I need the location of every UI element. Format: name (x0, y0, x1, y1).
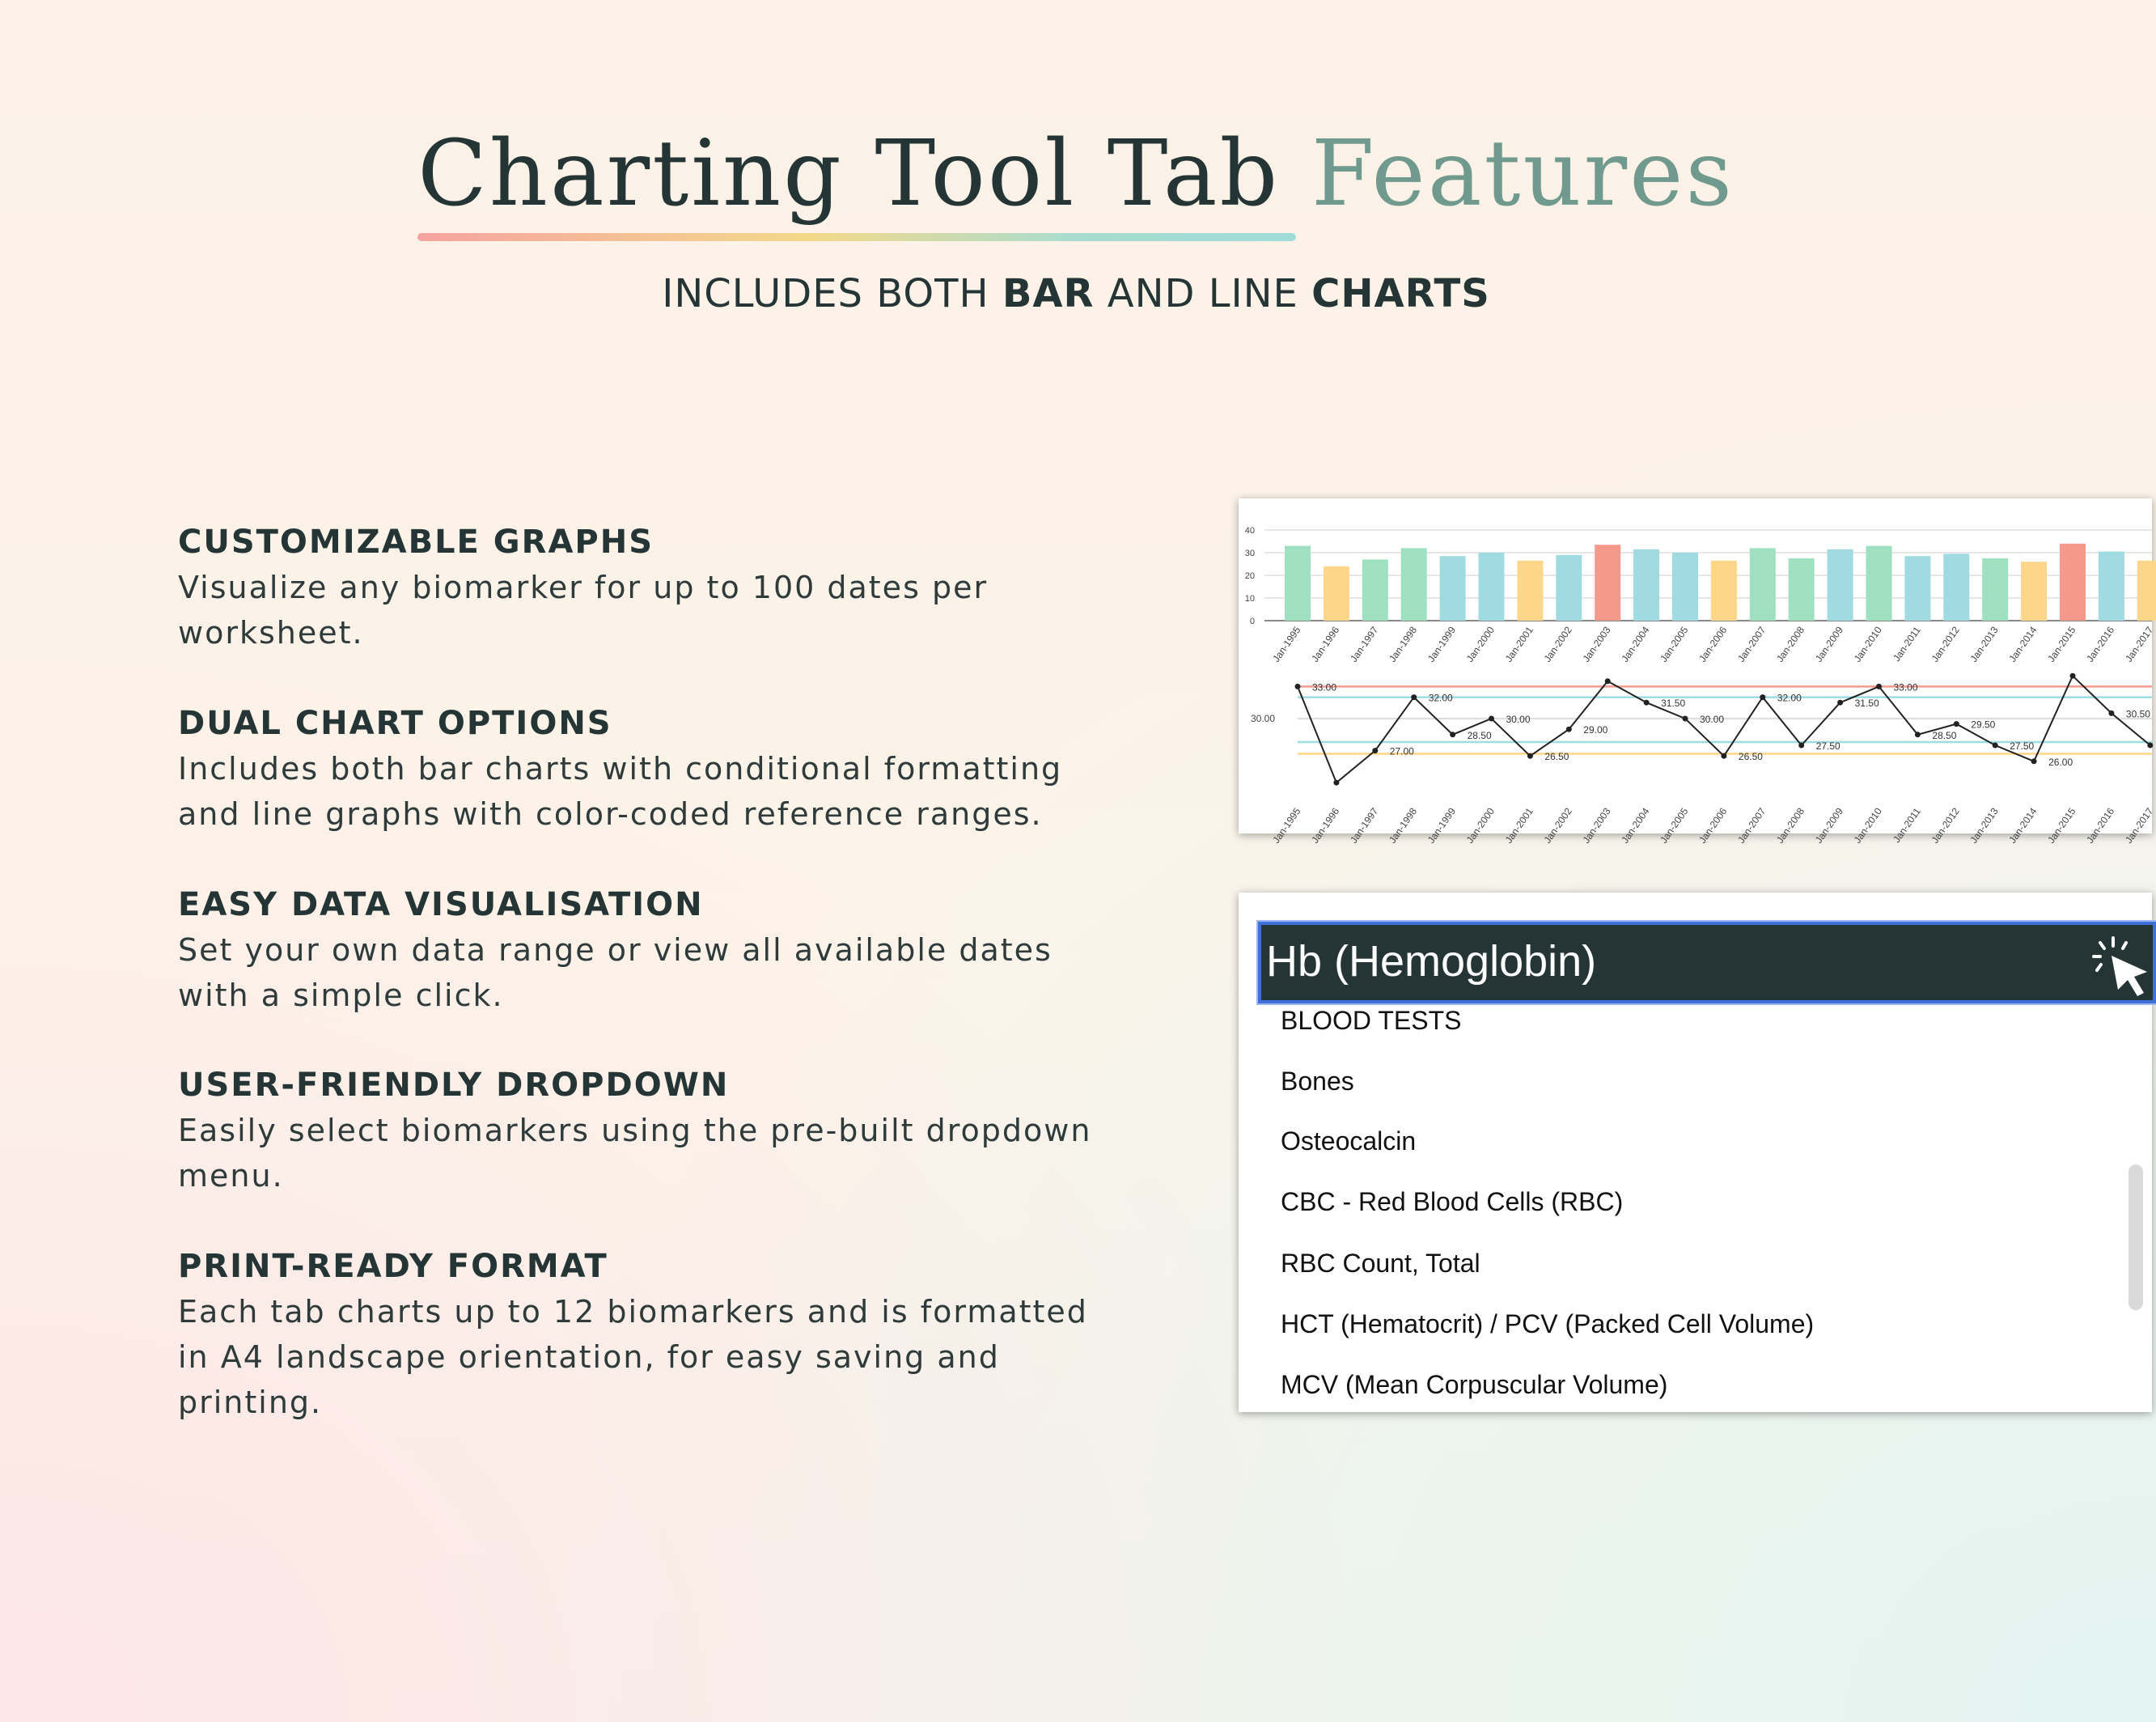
line-point (1411, 694, 1417, 700)
dropdown-option[interactable]: BLOOD TESTS (1281, 1006, 1462, 1035)
line-data-label: 31.50 (1661, 698, 1686, 710)
line-x-tick-label: Jan-2014 (2006, 805, 2040, 846)
line-point (1915, 732, 1921, 737)
line-data-label: 28.50 (1932, 729, 1957, 741)
charts-svg (1239, 498, 2156, 846)
line-data-label: 28.50 (1467, 729, 1492, 741)
line-data-label: 30.50 (2125, 708, 2150, 720)
feature-body: Easily select biomarkers using the pre-built dropdown menu. (178, 1113, 1092, 1194)
line-data-label: 30.00 (1506, 714, 1531, 725)
line-x-tick-label: Jan-2003 (1580, 805, 1613, 846)
bar (1866, 546, 1892, 621)
bar-x-tick-label: Jan-2017 (2123, 624, 2156, 664)
bar-x-tick-label: Jan-2010 (1851, 624, 1884, 664)
line-point (1566, 727, 1572, 732)
feature-heading: PRINT-READY FORMAT (178, 1248, 608, 1285)
bar-x-tick-label: Jan-2005 (1658, 624, 1691, 664)
bar-x-tick-label: Jan-1996 (1309, 624, 1342, 664)
line-series (1298, 676, 2150, 783)
feature-body: Includes both bar charts with conditional formatting and line graphs with color-coded reference ranges. (178, 751, 1063, 832)
line-point (1372, 748, 1378, 753)
bar (1285, 546, 1311, 621)
feature-heading: DUAL CHART OPTIONS (178, 705, 612, 742)
dropdown-option[interactable]: Osteocalcin (1281, 1126, 1417, 1156)
subtitle-text: AND LINE (1094, 271, 1312, 316)
bar (1789, 558, 1815, 621)
line-point (1333, 780, 1339, 786)
line-x-tick-label: Jan-2001 (1502, 805, 1535, 846)
line-point (1798, 743, 1804, 749)
bar (1401, 548, 1427, 621)
bar (2021, 562, 2047, 621)
line-x-tick-label: Jan-1995 (1270, 805, 1303, 846)
line-x-tick-label: Jan-2007 (1735, 805, 1768, 846)
bar-x-tick-label: Jan-2004 (1619, 624, 1652, 664)
feature-print-ready (178, 1244, 1108, 1425)
line-point (1954, 721, 1959, 727)
title-accent: Features (1311, 121, 1735, 227)
line-point (1721, 753, 1726, 759)
title-underline (417, 233, 1296, 241)
click-cursor-icon (2090, 935, 2155, 999)
line-data-label: 29.50 (1971, 719, 1996, 731)
feature-dual-chart (178, 701, 1108, 837)
bar-x-tick-label: Jan-2009 (1812, 624, 1846, 664)
line-x-tick-label: Jan-2008 (1773, 805, 1807, 846)
line-point (2108, 710, 2114, 716)
bar (1711, 561, 1737, 621)
line-point (1489, 716, 1494, 722)
bar-y-tick-label: 10 (1244, 594, 1255, 604)
line-point (1450, 732, 1455, 737)
line-point (1683, 716, 1688, 722)
feature-customizable-graphs (178, 520, 1108, 655)
bar-x-tick-label: Jan-2003 (1580, 624, 1613, 664)
line-x-tick-label: Jan-2013 (1968, 805, 2001, 846)
bar-x-tick-label: Jan-1999 (1425, 624, 1459, 664)
line-data-label: 26.00 (2048, 756, 2073, 768)
dropdown-option[interactable]: CBC - Red Blood Cells (RBC) (1281, 1187, 1624, 1216)
dropdown-option[interactable]: Bones (1281, 1067, 1354, 1096)
bar (1750, 548, 1776, 621)
bar (1828, 549, 1853, 621)
line-x-tick-label: Jan-2002 (1541, 805, 1574, 846)
bar (1633, 549, 1659, 621)
dropdown-panel (1239, 893, 2152, 1412)
bar-y-tick-label: 30 (1244, 549, 1255, 558)
bar-y-tick-label: 20 (1244, 571, 1255, 581)
line-data-label: 27.50 (1815, 740, 1840, 752)
bar-x-tick-label: Jan-1995 (1270, 624, 1303, 664)
feature-easy-visualisation (178, 882, 1108, 1018)
feature-dropdown (178, 1062, 1108, 1198)
bar (1672, 553, 1698, 621)
line-x-tick-label: Jan-2005 (1658, 805, 1691, 846)
dropdown-option[interactable]: RBC Count, Total (1281, 1249, 1480, 1278)
feature-heading: CUSTOMIZABLE GRAPHS (178, 524, 654, 561)
bar-x-tick-label: Jan-1997 (1348, 624, 1381, 664)
line-data-label: 26.50 (1738, 751, 1763, 763)
line-x-tick-label: Jan-1997 (1348, 805, 1381, 846)
bar (2099, 552, 2124, 621)
line-x-tick-label: Jan-1998 (1386, 805, 1420, 846)
line-y-axis-label: 30.00 (1250, 713, 1276, 724)
dropdown-option[interactable]: MCV (Mean Corpuscular Volume) (1281, 1370, 1668, 1399)
bar (1440, 556, 1466, 621)
feature-body: Visualize any biomarker for up to 100 dates per worksheet. (178, 570, 989, 651)
subtitle-bold: BAR (1002, 271, 1095, 316)
page-title (0, 121, 2152, 227)
line-data-label: 27.00 (1389, 745, 1414, 757)
bar-x-tick-label: Jan-2014 (2006, 624, 2040, 664)
line-x-tick-label: Jan-2017 (2123, 805, 2156, 846)
subtitle (0, 271, 2152, 316)
line-x-tick-label: Jan-2015 (2045, 805, 2078, 846)
line-x-tick-label: Jan-2004 (1619, 805, 1652, 846)
bar-x-tick-label: Jan-2000 (1463, 624, 1497, 664)
bar-x-tick-label: Jan-2012 (1929, 624, 1962, 664)
line-point (2070, 673, 2076, 679)
bar (1982, 558, 2008, 621)
bar (1479, 553, 1505, 621)
bar-x-tick-label: Jan-2016 (2084, 624, 2117, 664)
bar-x-tick-label: Jan-2002 (1541, 624, 1574, 664)
biomarker-dropdown[interactable] (1258, 922, 2156, 1003)
bar (1362, 559, 1388, 621)
line-point (2031, 758, 2037, 764)
bar-x-tick-label: Jan-2008 (1773, 624, 1807, 664)
line-point (1605, 678, 1611, 684)
dropdown-scrollbar[interactable] (2128, 1164, 2143, 1310)
feature-body: Each tab charts up to 12 biomarkers and is formatted in A4 landscape orientation, for easy saving and printing. (178, 1294, 1088, 1420)
bar (1324, 566, 1349, 621)
line-data-label: 29.00 (1583, 724, 1608, 736)
line-point (1644, 700, 1650, 706)
line-point (1993, 743, 1998, 749)
subtitle-text: INCLUDES BOTH (662, 271, 1002, 316)
line-x-tick-label: Jan-2010 (1851, 805, 1884, 846)
line-x-tick-label: Jan-2011 (1891, 805, 1923, 845)
chart-preview-panel (1239, 498, 2156, 846)
line-point (1876, 684, 1882, 689)
line-point (1295, 684, 1301, 689)
dropdown-option[interactable]: HCT (Hematocrit) / PCV (Packed Cell Volume) (1281, 1309, 1815, 1338)
title-main: Charting Tool Tab (417, 121, 1281, 227)
bar-x-tick-label: Jan-2015 (2045, 624, 2078, 664)
bar (1517, 561, 1543, 621)
line-data-label: 32.00 (1428, 692, 1453, 704)
line-data-label: 26.50 (1544, 751, 1569, 763)
bar-x-tick-label: Jan-2007 (1735, 624, 1768, 664)
line-point (1760, 694, 1765, 700)
line-x-tick-label: Jan-1999 (1425, 805, 1459, 846)
line-data-label: 33.00 (1312, 681, 1337, 693)
dropdown-selected-value: Hb (Hemoglobin) (1266, 937, 1597, 986)
line-x-tick-label: Jan-2006 (1696, 805, 1730, 846)
line-data-label: 30.00 (1700, 714, 1725, 725)
bar (2137, 561, 2156, 621)
bar-x-tick-label: Jan-2013 (1968, 624, 2001, 664)
line-data-label: 31.50 (1854, 698, 1879, 710)
line-x-tick-label: Jan-1996 (1309, 805, 1342, 846)
bar-y-tick-label: 40 (1244, 526, 1255, 536)
bar (1943, 554, 1969, 621)
bar (1595, 545, 1620, 621)
line-data-label: 27.50 (2010, 740, 2035, 752)
line-x-tick-label: Jan-2012 (1929, 805, 1962, 846)
bar (1556, 555, 1582, 621)
feature-heading: USER-FRIENDLY DROPDOWN (178, 1067, 730, 1104)
feature-heading: EASY DATA VISUALISATION (178, 886, 704, 923)
bar-x-tick-label: Jan-2011 (1891, 624, 1923, 664)
line-point (2147, 743, 2153, 749)
line-x-tick-label: Jan-2016 (2084, 805, 2117, 846)
line-x-tick-label: Jan-2000 (1463, 805, 1497, 846)
line-data-label: 32.00 (1777, 692, 1802, 704)
bar-x-tick-label: Jan-2001 (1502, 624, 1535, 664)
bar (2060, 544, 2086, 621)
bar (1904, 556, 1930, 621)
bar-y-tick-label: 0 (1249, 617, 1255, 626)
feature-body: Set your own data range or view all available dates with a simple click. (178, 932, 1053, 1013)
line-point (1527, 753, 1533, 759)
subtitle-bold: CHARTS (1311, 271, 1490, 316)
bar-x-tick-label: Jan-2006 (1696, 624, 1730, 664)
line-data-label: 33.00 (1893, 681, 1918, 693)
bar-x-tick-label: Jan-1998 (1386, 624, 1420, 664)
line-x-tick-label: Jan-2009 (1812, 805, 1846, 846)
line-point (1837, 700, 1843, 706)
